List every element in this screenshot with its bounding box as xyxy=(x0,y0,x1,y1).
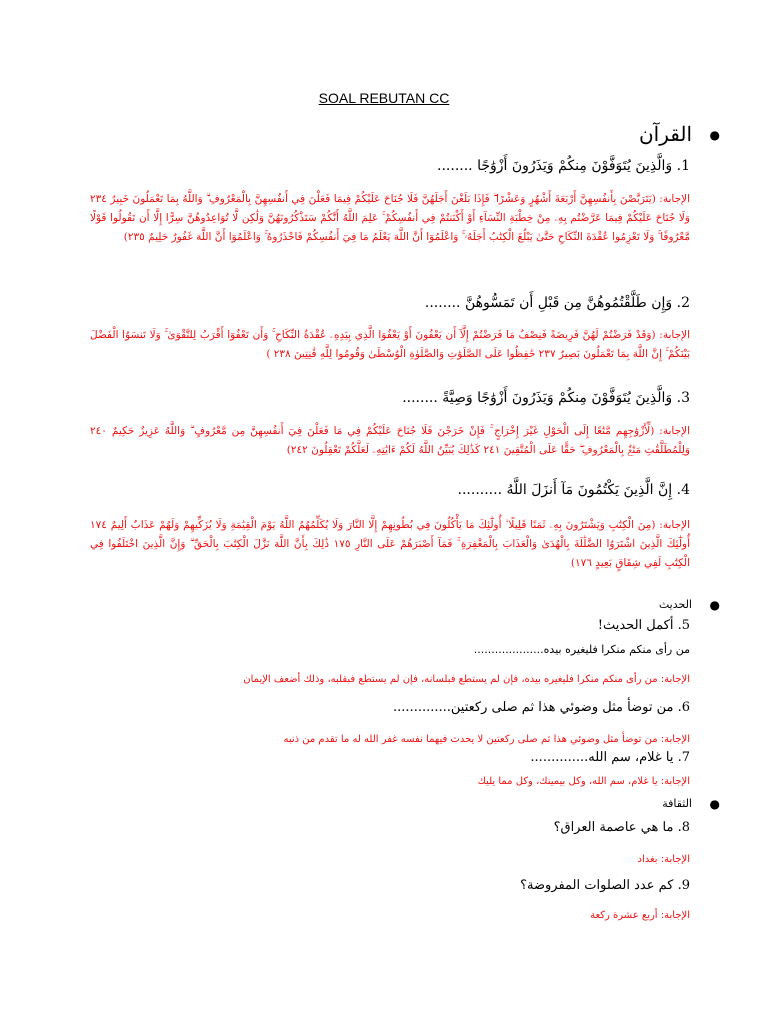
answer-text: الإجابة: بغداد xyxy=(637,854,690,865)
answer-1 xyxy=(90,190,690,247)
question-4 xyxy=(90,480,690,500)
question-2 xyxy=(90,293,690,313)
question-5 xyxy=(90,616,690,636)
answer-5 xyxy=(90,670,690,689)
question-9 xyxy=(90,876,690,896)
answer-text: الإجابة: (لِّأَزْوَٰجِهِم مَّتَٰعًا إِلَى الْحَوْلِ غَيْرَ إِخْرَاجٍ ۚ فَإِنْ خَرَجْنَ فَلَا جُنَاحَ عَلَيْكُمْ فِي مَا فَعَلْنَ فِيٓ أَنفُسِهِنَّ مِن مَّعْرُوفٍ ۗ وَاللَّهُ عَزِيزٌ حَكِيمٌ ٢٤٠ وَلِلْمُطَلَّقَٰتِ مَتَٰعٌۢ بِالْمَعْرُوفِ ۖ حَقًّا عَلَى الْمُتَّقِينَ ٢٤١ كَذَٰلِكَ يُبَيِّنُ اللَّهُ لَكُمْ ءَايَٰتِهِۦ لَعَلَّكُمْ تَعْقِلُونَ ٢٤٢) xyxy=(90,425,690,456)
question-6 xyxy=(90,698,690,718)
question-3 xyxy=(90,388,690,408)
question-text: 3. وَالَّذِينَ يُتَوَفَّوْنَ مِنكُمْ وَيَذَرُونَ أَزْوَٰجًا وَصِيَّةً ........ xyxy=(402,390,690,406)
answer-9 xyxy=(90,906,690,925)
answer-text: الإجابة: من توضأ مثل وضوئي هذا ثم صلى ركعتين لا يحدث فيهما نفسه غفر الله له ما تقدم من ذنبه xyxy=(283,734,690,745)
question-text: 5. أكمل الحديث! xyxy=(597,618,690,633)
section-label: الثقافة xyxy=(662,797,692,810)
bullet-icon: ● xyxy=(709,128,720,142)
answer-3 xyxy=(90,422,690,460)
section-label: الحديث xyxy=(658,598,692,611)
question-text: 7. يا غلام، سم الله.............. xyxy=(530,750,690,765)
section-label: القرآن xyxy=(638,122,692,146)
answer-8 xyxy=(90,850,690,869)
section-hadith xyxy=(60,598,720,611)
question-text: 6. من توضأ مثل وضوئي هذا ثم صلى ركعتين.............. xyxy=(393,700,690,715)
bullet-icon: ● xyxy=(709,797,720,811)
page-title: SOAL REBUTAN CC xyxy=(318,90,450,106)
question-text: 2. وَإِن طَلَّقْتُمُوهُنَّ مِن قَبْلِ أَن تَمَسُّوهُنَّ ........ xyxy=(424,295,690,311)
answer-7 xyxy=(90,772,690,791)
question-text: 9. كم عدد الصلوات المفروضة؟ xyxy=(520,878,690,893)
answer-text: الإجابة: من رأى منكم منكرا فليغيره بيده، فإن لم يستطع فبلسانه، فإن لم يستطع فبقلبه، وذلك أضعف الإيمان xyxy=(243,674,690,685)
answer-text: الإجابة: (وَقَدْ فَرَضْتُمْ لَهُنَّ فَرِيضَةً فَنِصْفُ مَا فَرَضْتُمْ إِلَّآ أَن يَعْفُونَ أَوْ يَعْفُوَا الَّذِي بِيَدِهِۦ عُقْدَةُ النِّكَاحِ ۚ وَأَن تَعْفُوٓا أَقْرَبُ لِلتَّقْوَىٰ ۚ وَلَا تَنسَوُا الْفَضْلَ بَيْنَكُمْ ۚ إِنَّ اللَّهَ بِمَا تَعْمَلُونَ بَصِيرٌ ٢٣٧ حَٰفِظُوا عَلَى الصَّلَوَٰتِ وَالصَّلَوٰةِ الْوُسْطَىٰ وَقُومُوا لِلَّهِ قَٰنِتِينَ ٢٣٨ ) xyxy=(90,329,690,360)
section-culture xyxy=(60,797,720,810)
answer-6 xyxy=(90,730,690,749)
question-text: 1. وَالَّذِينَ يُتَوَفَّوْنَ مِنكُمْ وَيَذَرُونَ أَزْوَٰجًا ........ xyxy=(437,158,690,174)
answer-text: الإجابة: أربع عشرة ركعة xyxy=(590,910,690,921)
answer-text: الإجابة: يا غلام، سم الله، وكل بيمينك، وكل مما يليك xyxy=(477,776,690,787)
question-text: 8. ما هي عاصمة العراق؟ xyxy=(553,820,690,835)
question-text: 4. إِنَّ الَّذِينَ يَكْتُمُونَ مَآ أَنزَلَ اللَّهُ .......... xyxy=(457,482,690,498)
question-5-sub xyxy=(90,640,690,660)
question-subtext: من رأى منكم منكرا فليغيره بيده.................... xyxy=(473,643,690,656)
answer-text: الإجابة: (يَتَرَبَّصْنَ بِأَنفُسِهِنَّ أَرْبَعَةَ أَشْهُرٍ وَعَشْرًا ۖ فَإِذَا بَلَغْنَ أَجَلَهُنَّ فَلَا جُنَاحَ عَلَيْكُمْ فِيمَا فَعَلْنَ فِي أَنفُسِهِنَّ بِالْمَعْرُوفِ ۗ وَاللَّهُ بِمَا تَعْمَلُونَ خَبِيرٌ ٢٣٤ وَلَا جُنَاحَ عَلَيْكُمْ فِيمَا عَرَّضْتُم بِهِۦ مِنْ خِطْبَةِ النِّسَآءِ أَوْ أَكْنَنتُمْ فِي أَنفُسِكُمْ ۚ عَلِمَ اللَّهُ أَنَّكُمْ سَتَذْكُرُونَهُنَّ وَلَٰكِن لَّا تُوَاعِدُوهُنَّ سِرًّا إِلَّا أَن تَقُولُوا قَوْلًا مَّعْرُوفًا ۚ وَلَا تَعْزِمُوا عُقْدَةَ النِّكَاحِ حَتَّىٰ يَبْلُغَ الْكِتَٰبُ أَجَلَهُۥ ۚ وَاعْلَمُوٓا أَنَّ اللَّهَ يَعْلَمُ مَا فِيٓ أَنفُسِكُمْ فَاحْذَرُوهُ ۚ وَاعْلَمُوٓا أَنَّ اللَّهَ غَفُورٌ حَلِيمٌ ٢٣٥) xyxy=(90,193,690,243)
answer-text: الإجابة: (مِنَ الْكِتَٰبِ وَيَشْتَرُونَ بِهِۦ ثَمَنًا قَلِيلًا ۙ أُولَٰٓئِكَ مَا يَأْكُلُونَ فِي بُطُونِهِمْ إِلَّا النَّارَ وَلَا يُكَلِّمُهُمُ اللَّهُ يَوْمَ الْقِيَٰمَةِ وَلَا يُزَكِّيهِمْ وَلَهُمْ عَذَابٌ أَلِيمٌ ١٧٤ أُولَٰٓئِكَ الَّذِينَ اشْتَرَوُا الضَّلَٰلَةَ بِالْهُدَىٰ وَالْعَذَابَ بِالْمَغْفِرَةِ ۚ فَمَآ أَصْبَرَهُمْ عَلَى النَّارِ ١٧٥ ذَٰلِكَ بِأَنَّ اللَّهَ نَزَّلَ الْكِتَٰبَ بِالْحَقِّ ۗ وَإِنَّ الَّذِينَ اخْتَلَفُوا فِي الْكِتَٰبِ لَفِي شِقَاقٍ بَعِيدٍ ١٧٦) xyxy=(90,519,691,569)
question-1 xyxy=(90,156,690,176)
question-8 xyxy=(90,818,690,838)
section-quran xyxy=(60,122,720,146)
answer-4 xyxy=(90,516,690,573)
answer-2 xyxy=(90,326,690,364)
question-7 xyxy=(90,748,690,768)
bullet-icon: ● xyxy=(709,598,720,612)
